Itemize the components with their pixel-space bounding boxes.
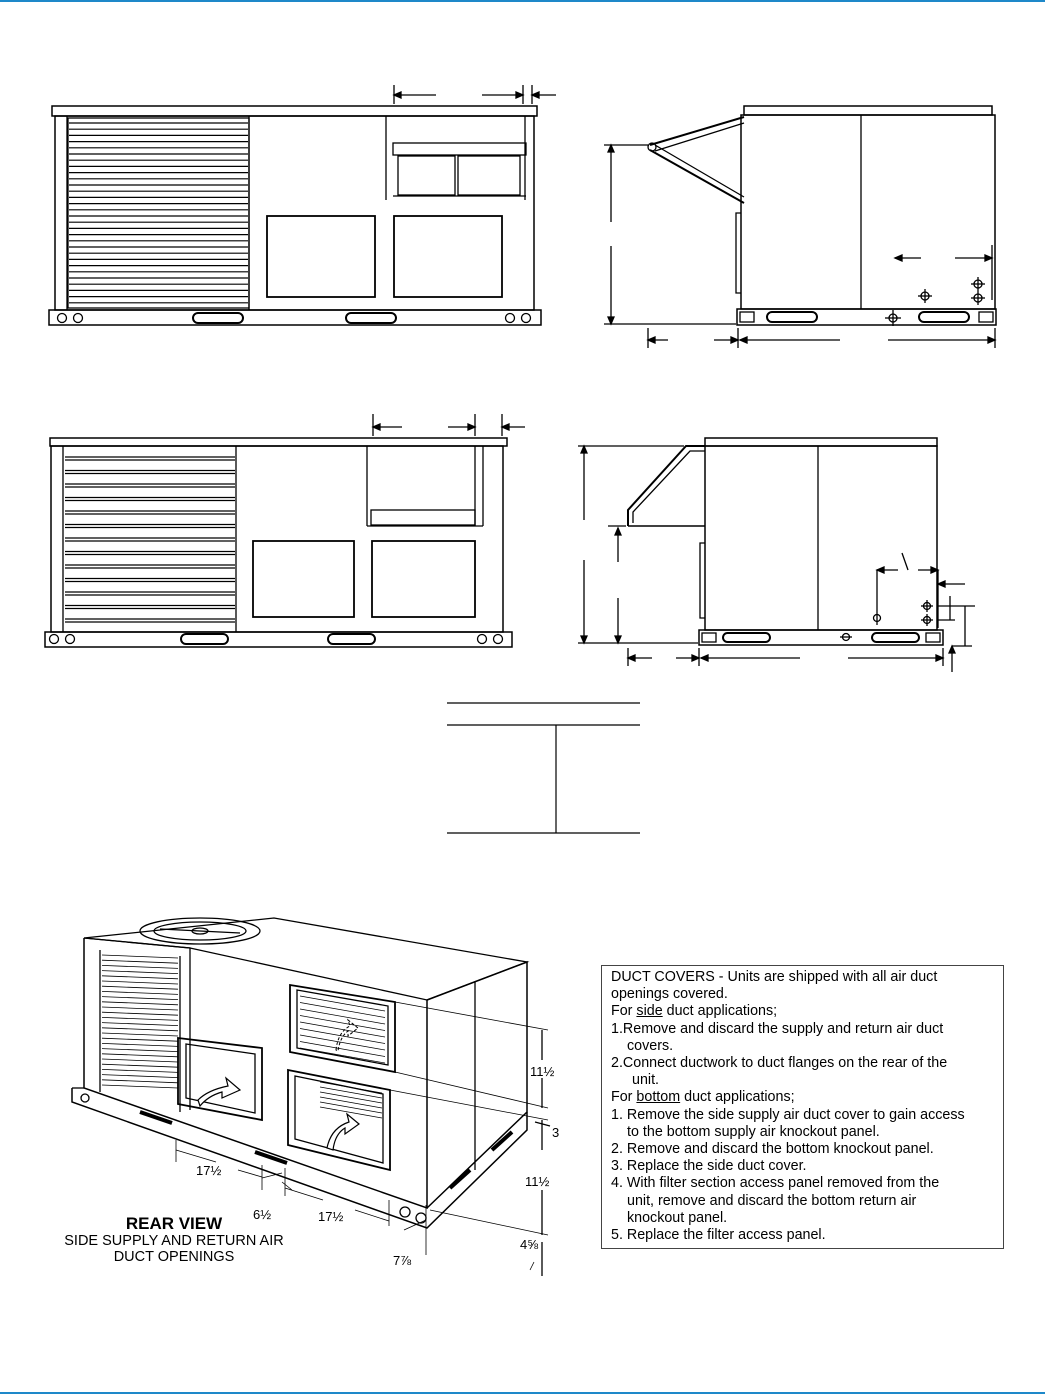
caption-line-2: DUCT OPENINGS — [113, 1249, 235, 1265]
notes-side-step-1a: 1.Remove and discard the supply and return air duct — [611, 1020, 944, 1037]
notes-heading: DUCT COVERS - Units are shipped with all air duct openings covered. — [611, 969, 938, 1003]
notes-side-step-2a: 2.Connect ductwork to duct flanges on the rear of the — [611, 1055, 948, 1072]
rear-view-caption — [44, 1214, 304, 1265]
notes-bottom-step-5: 5. Replace the filter access panel. — [611, 1227, 826, 1244]
notes-bottom-intro: For bottom duct applications; — [611, 1089, 795, 1106]
notes-side-intro: For side duct applications; — [611, 1003, 778, 1020]
dim-17-5-right: 17½ — [318, 1209, 344, 1224]
notes-bottom-step-1a: 1. Remove the side supply air duct cover to gain access — [611, 1106, 965, 1123]
notes-bottom-step-4a: 4. With filter section access panel removed from the — [611, 1175, 940, 1192]
notes-bottom-step-4c: knockout panel. — [627, 1209, 728, 1226]
dimension-table — [447, 703, 640, 833]
dim-11-5-bottom: 11½ — [525, 1174, 550, 1189]
front-view-large — [49, 85, 556, 325]
dim-17-5-left: 17½ — [196, 1163, 222, 1178]
dim-7-7-8: 7⅞ — [393, 1253, 412, 1268]
caption-title: REAR VIEW — [125, 1214, 223, 1233]
caption-line-1: SIDE SUPPLY AND RETURN AIR — [64, 1233, 284, 1249]
side-view-small — [578, 438, 975, 672]
duct-covers-notes — [601, 965, 1004, 1249]
dim-4-5-8: 4⅝ — [520, 1237, 539, 1252]
notes-side-step-1b: covers. — [627, 1037, 674, 1054]
side-view-large — [604, 106, 996, 348]
dim-11-5-top: 11½ — [530, 1064, 555, 1079]
notes-bottom-step-2: 2. Remove and discard the bottom knockout panel. — [611, 1141, 934, 1158]
notes-side-step-2b: unit. — [632, 1072, 660, 1089]
notes-bottom-step-3: 3. Replace the side duct cover. — [611, 1158, 807, 1175]
front-view-small — [45, 414, 525, 647]
notes-bottom-step-4b: unit, remove and discard the bottom return air — [627, 1192, 917, 1209]
dim-6-5: 6½ — [253, 1207, 272, 1222]
dim-3: 3 — [552, 1125, 560, 1140]
notes-bottom-step-1b: to the bottom supply air knockout panel. — [627, 1123, 880, 1140]
